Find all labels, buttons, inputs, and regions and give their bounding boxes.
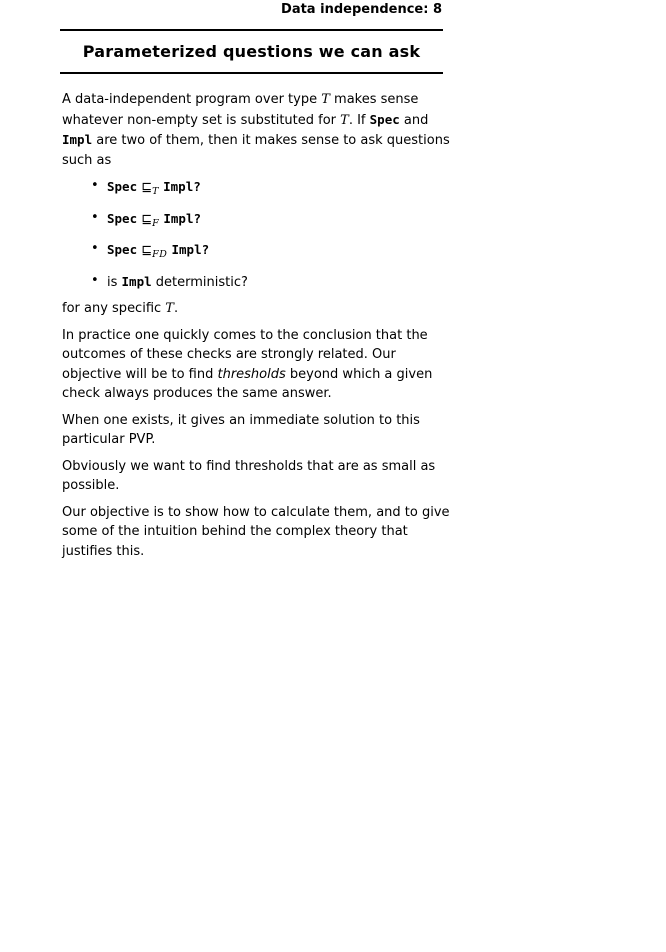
bullet-item: [62, 240, 450, 265]
paragraph: [62, 457, 450, 496]
bullet-item: [62, 209, 450, 234]
text-segment: Impl: [121, 273, 152, 289]
text-segment: When one exists, it gives an immediate solution to this particular PVP.: [62, 412, 420, 447]
text-segment: ⊑: [137, 180, 153, 195]
text-segment: Impl?: [163, 179, 201, 194]
text-segment: .: [173, 301, 179, 316]
bullet-item: [62, 177, 450, 202]
text-segment: F: [152, 217, 160, 229]
text-segment: T: [321, 92, 330, 107]
text-segment: FD: [152, 249, 168, 260]
paragraph: [62, 326, 450, 404]
bullet-icon: •: [91, 241, 99, 256]
text-segment: T: [152, 186, 159, 197]
text-segment: Our objective is to show how to calculate them, and to give some of the intuition behind the complex theory that justifies this.: [62, 504, 450, 559]
text-segment: T: [165, 301, 174, 316]
bullet-icon: •: [91, 209, 99, 225]
bullet-icon: •: [91, 178, 99, 193]
text-segment: deterministic?: [151, 274, 248, 290]
text-segment: Spec: [369, 111, 400, 127]
bullet-list: [62, 177, 450, 292]
text-segment: are two of them, then it makes sense to ask questions such as: [62, 133, 450, 168]
text-segment: makes sense whatever non-empty set is substituted for: [62, 92, 419, 128]
text-segment: is: [107, 274, 122, 290]
text-segment: for any specific: [62, 301, 166, 316]
text-segment: thresholds: [217, 366, 286, 382]
paragraph: [62, 411, 450, 450]
slide-title: Parameterized questions we can ask: [82, 42, 421, 61]
header-text: Data independence: 8: [281, 2, 442, 17]
slide-body: [62, 90, 450, 568]
bullet-icon: •: [91, 272, 99, 288]
text-segment: Obviously we want to find thresholds that are as small as possible.: [62, 458, 436, 493]
paragraph: [62, 90, 450, 170]
paragraph: [62, 503, 450, 562]
text-segment: Spec: [107, 179, 138, 194]
text-segment: ⊑: [137, 211, 153, 227]
text-segment: Impl?: [171, 242, 210, 257]
paragraph: [62, 299, 450, 319]
text-segment: beyond which a given check always produces the same answer.: [62, 366, 433, 401]
text-segment: T: [340, 112, 349, 128]
page-header: [60, 2, 442, 17]
text-segment: Spec: [107, 210, 138, 226]
bullet-item: [62, 272, 450, 293]
text-segment: and: [399, 112, 429, 128]
text-segment: A data-independent program over type: [62, 92, 322, 107]
text-segment: Spec: [107, 242, 138, 257]
text-segment: . If: [348, 112, 370, 128]
text-segment: In practice one quickly comes to the conclusion that the outcomes of these checks are strongly related. Our objective will be to find: [62, 327, 428, 382]
text-segment: ⊑: [137, 243, 153, 258]
text-segment: Impl?: [163, 210, 202, 226]
text-segment: Impl: [62, 132, 93, 147]
top-rule: [60, 29, 443, 31]
title-rule: [60, 72, 443, 74]
